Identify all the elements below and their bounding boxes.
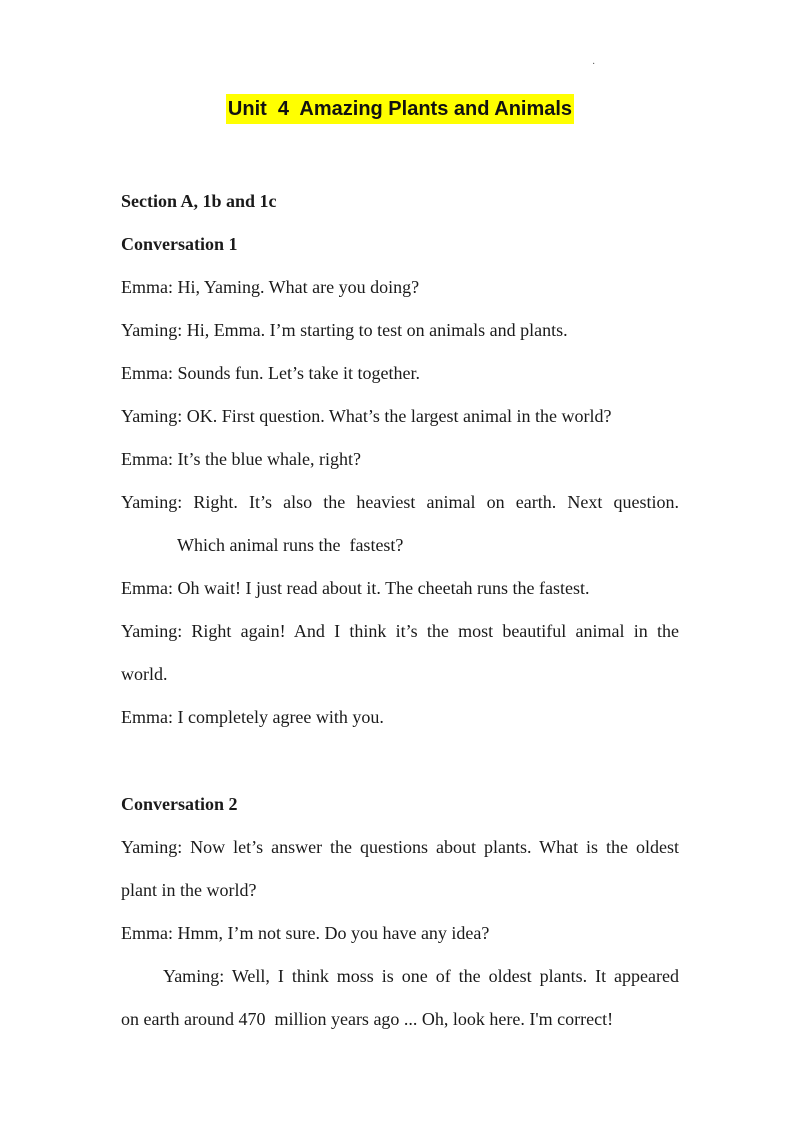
dialogue-line-continuation: Which animal runs the fastest? xyxy=(177,535,404,555)
dialogue-line-continuation: world. xyxy=(121,664,168,684)
dialogue-line: Yaming: Now let’s answer the questions about plants. What is the oldest xyxy=(121,837,679,857)
dialogue-line: Emma: Hmm, I’m not sure. Do you have any idea? xyxy=(121,923,490,943)
dialogue-line: Emma: I completely agree with you. xyxy=(121,707,384,727)
dialogue-line: Emma: Hi, Yaming. What are you doing? xyxy=(121,277,420,297)
conversation-2-heading: Conversation 2 xyxy=(121,794,238,814)
dialogue-line: Emma: Sounds fun. Let’s take it together. xyxy=(121,363,420,383)
header-mark: · xyxy=(592,59,596,70)
dialogue-line: Emma: Oh wait! I just read about it. The cheetah runs the fastest. xyxy=(121,578,590,598)
section-heading: Section A, 1b and 1c xyxy=(121,191,277,211)
unit-title: Unit 4 Amazing Plants and Animals xyxy=(226,94,574,124)
dialogue-line-continuation: on earth around 470 million years ago ... Oh, look here. I'm correct! xyxy=(121,1009,614,1029)
conversation-1-heading: Conversation 1 xyxy=(121,234,238,254)
dialogue-line: Yaming: Well, I think moss is one of the oldest plants. It appeared xyxy=(163,966,679,986)
dialogue-line: Yaming: OK. First question. What’s the largest animal in the world? xyxy=(121,406,612,426)
dialogue-line: Yaming: Hi, Emma. I’m starting to test on animals and plants. xyxy=(121,320,568,340)
dialogue-line-continuation: plant in the world? xyxy=(121,880,257,900)
dialogue-line: Emma: It’s the blue whale, right? xyxy=(121,449,361,469)
dialogue-line: Yaming: Right. It’s also the heaviest animal on earth. Next question. xyxy=(121,492,679,512)
dialogue-line: Yaming: Right again! And I think it’s the most beautiful animal in the xyxy=(121,621,679,641)
title-block xyxy=(0,94,800,124)
